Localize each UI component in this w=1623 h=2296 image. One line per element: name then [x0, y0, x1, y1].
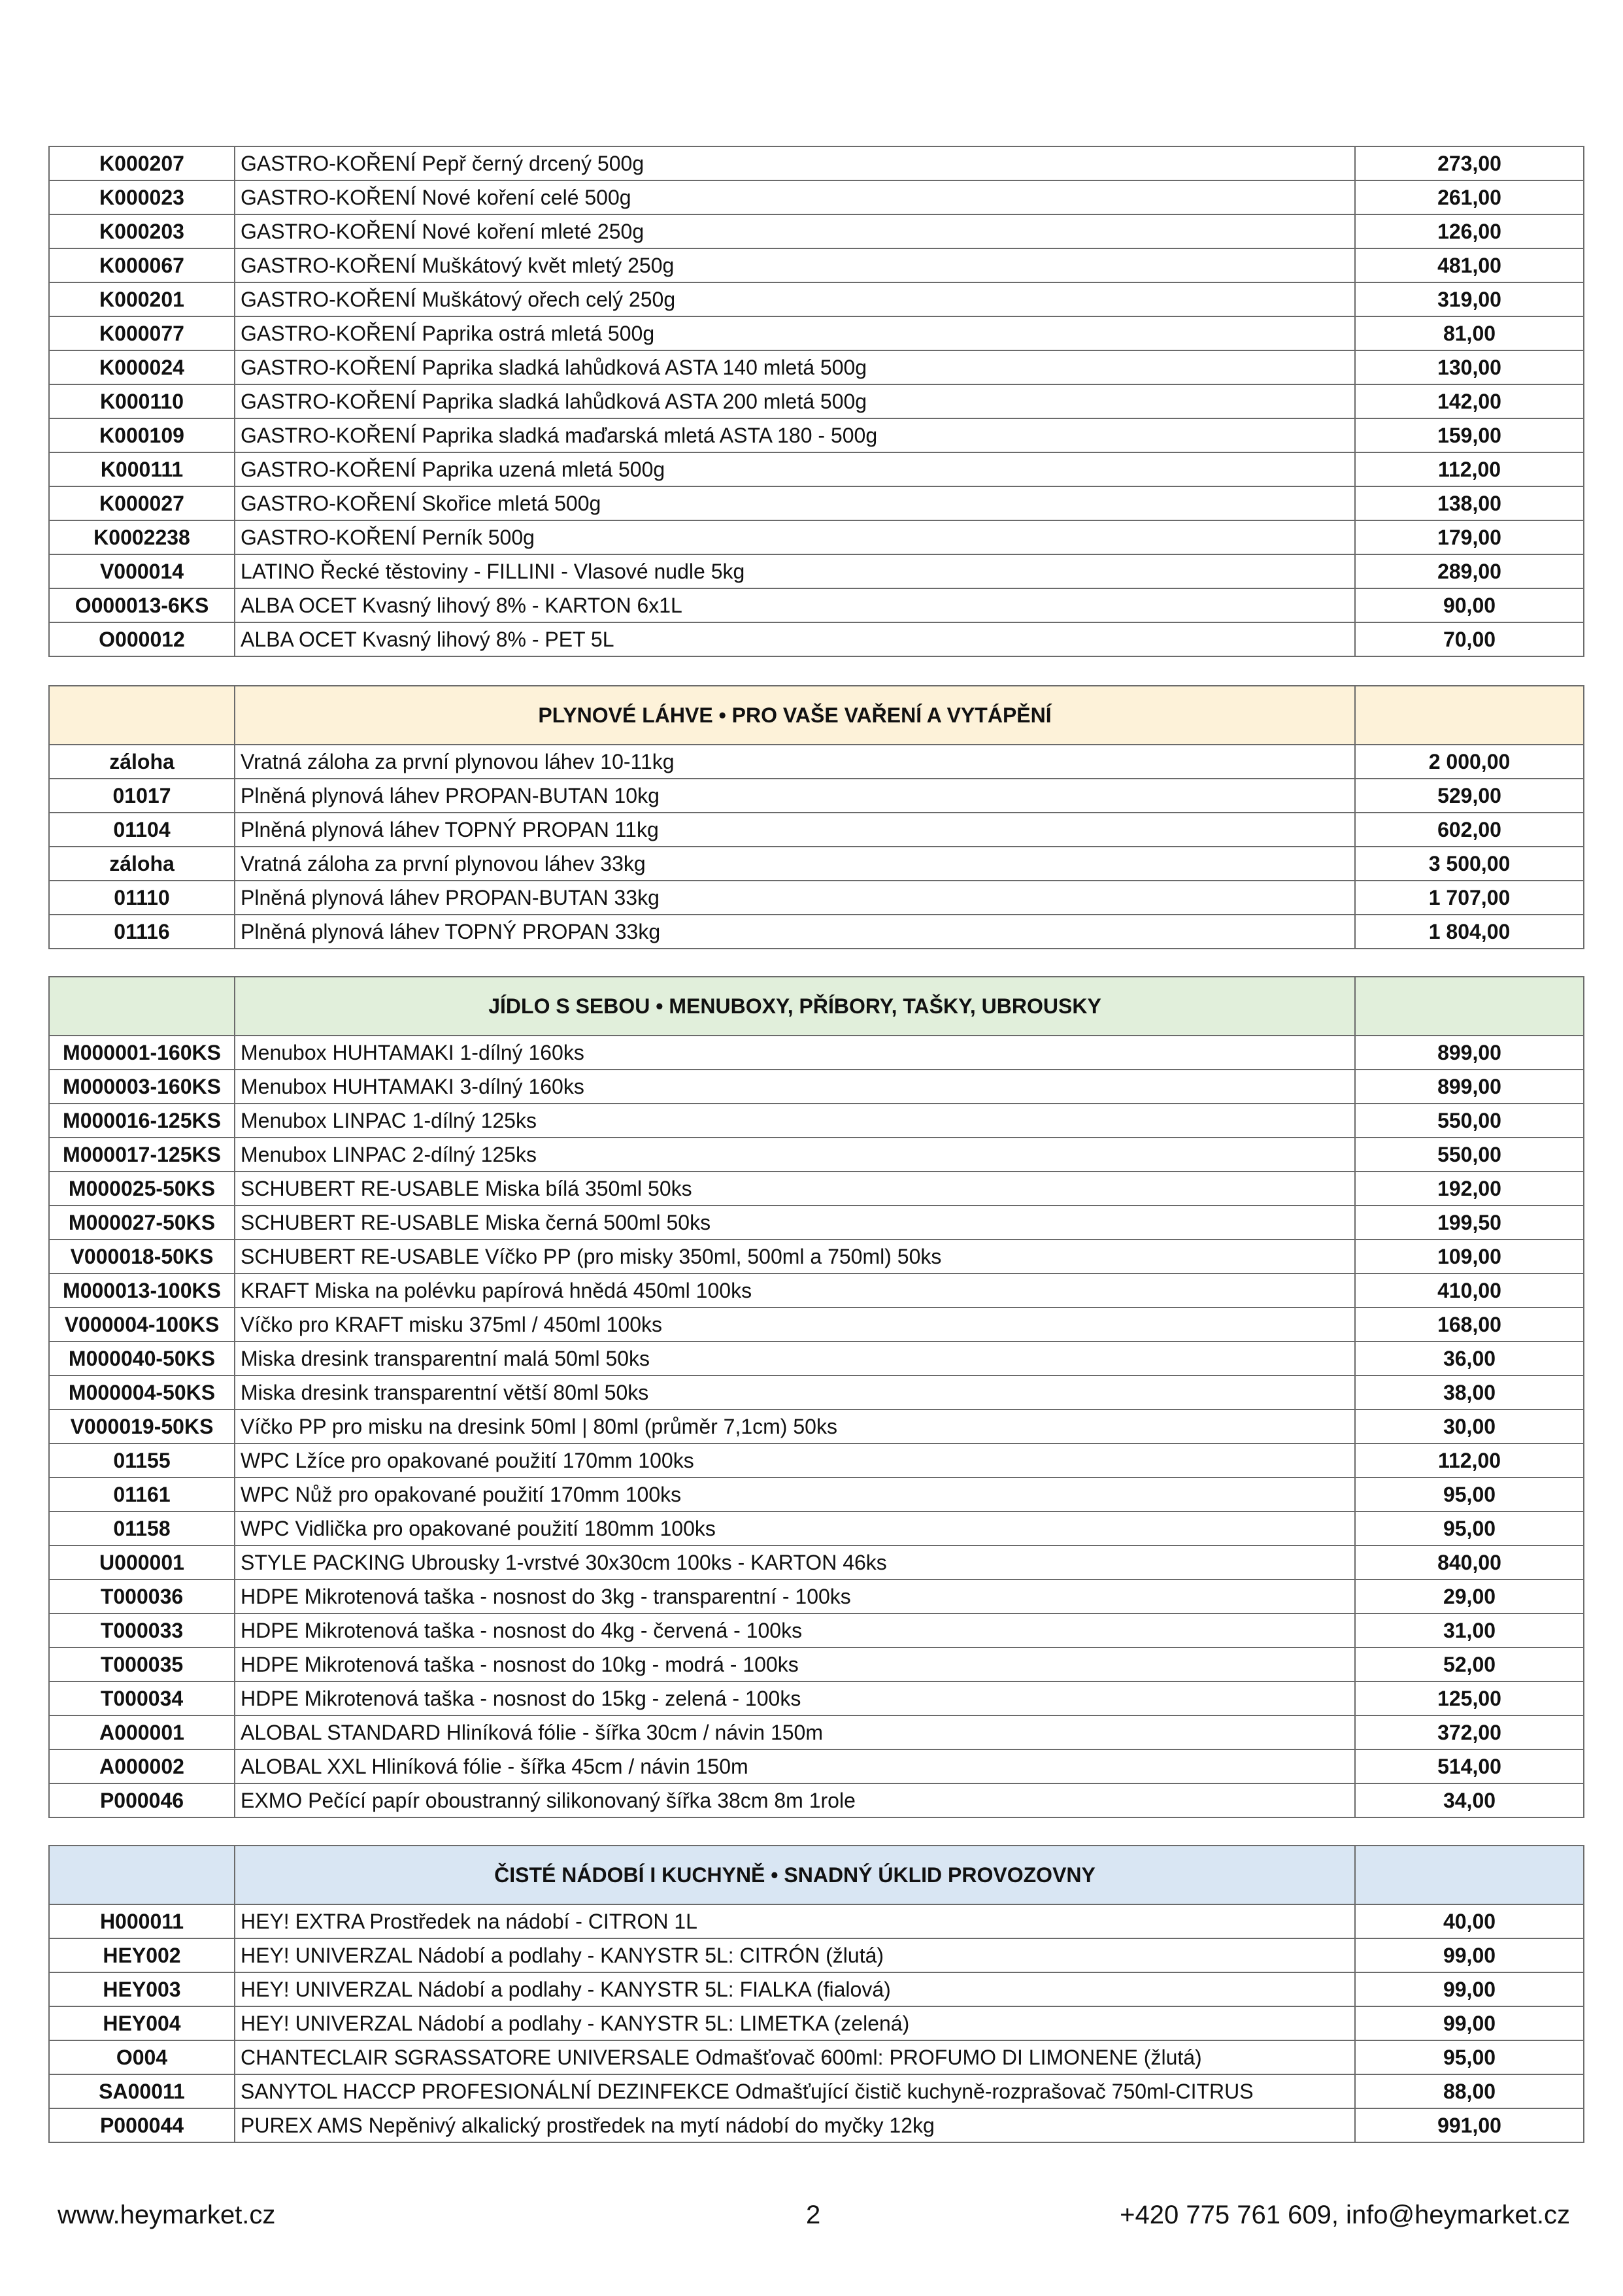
- product-code: 01158: [49, 1511, 235, 1545]
- product-code: P000044: [49, 2108, 235, 2142]
- product-price: 112,00: [1355, 452, 1584, 486]
- product-price: 840,00: [1355, 1545, 1584, 1579]
- footer-contact: +420 775 761 609, info@heymarket.cz: [1120, 2201, 1570, 2229]
- product-price: 529,00: [1355, 779, 1584, 813]
- product-name: GASTRO-KOŘENÍ Perník 500g: [235, 520, 1355, 554]
- table-row: [49, 1904, 1584, 1938]
- product-name: ALOBAL XXL Hliníková fólie - šířka 45cm / návin 150m: [235, 1749, 1355, 1783]
- product-code: T000034: [49, 1681, 235, 1715]
- product-price: 3 500,00: [1355, 847, 1584, 881]
- product-name: HEY! UNIVERZAL Nádobí a podlahy - KANYSTR 5L: LIMETKA (zelená): [235, 2006, 1355, 2040]
- product-name: GASTRO-KOŘENÍ Paprika sladká maďarská mletá ASTA 180 - 500g: [235, 418, 1355, 452]
- table-row: [49, 2108, 1584, 2142]
- product-name: Plněná plynová láhev TOPNÝ PROPAN 11kg: [235, 813, 1355, 847]
- product-name: Menubox HUHTAMAKI 3-dílný 160ks: [235, 1070, 1355, 1104]
- product-code: K0002238: [49, 520, 235, 554]
- header-empty-cell: [49, 1846, 235, 1904]
- product-name: GASTRO-KOŘENÍ Paprika sladká lahůdková ASTA 140 mletá 500g: [235, 350, 1355, 384]
- table-row: [49, 1376, 1584, 1410]
- product-name: WPC Lžíce pro opakované použití 170mm 100ks: [235, 1443, 1355, 1477]
- product-price: 81,00: [1355, 316, 1584, 350]
- product-code: O000013-6KS: [49, 588, 235, 622]
- product-price: 319,00: [1355, 282, 1584, 316]
- table-row: [49, 384, 1584, 418]
- product-code: O004: [49, 2040, 235, 2074]
- product-price: 550,00: [1355, 1104, 1584, 1138]
- product-code: K000207: [49, 146, 235, 180]
- table-row: [49, 1342, 1584, 1376]
- table-row: [49, 2006, 1584, 2040]
- product-price: 142,00: [1355, 384, 1584, 418]
- table-row: [49, 316, 1584, 350]
- product-code: M000013-100KS: [49, 1274, 235, 1308]
- product-code: K000023: [49, 180, 235, 214]
- header-empty-cell: [1355, 977, 1584, 1036]
- table-row: [49, 2040, 1584, 2074]
- product-code: M000003-160KS: [49, 1070, 235, 1104]
- table-row: [49, 146, 1584, 180]
- table-row: [49, 1783, 1584, 1817]
- product-price: 2 000,00: [1355, 745, 1584, 779]
- table-row: [49, 588, 1584, 622]
- product-price: 179,00: [1355, 520, 1584, 554]
- footer-page-number: 2: [806, 2201, 821, 2229]
- table-row: [49, 1410, 1584, 1443]
- product-code: M000004-50KS: [49, 1376, 235, 1410]
- product-code: HEY002: [49, 1938, 235, 1972]
- product-name: HDPE Mikrotenová taška - nosnost do 10kg - modrá - 100ks: [235, 1647, 1355, 1681]
- table-row: [49, 847, 1584, 881]
- product-code: M000027-50KS: [49, 1206, 235, 1240]
- product-price: 70,00: [1355, 622, 1584, 656]
- product-code: M000001-160KS: [49, 1036, 235, 1070]
- product-code: HEY004: [49, 2006, 235, 2040]
- product-code: O000012: [49, 622, 235, 656]
- product-price: 899,00: [1355, 1036, 1584, 1070]
- table-row: [49, 1308, 1584, 1342]
- product-name: Menubox HUHTAMAKI 1-dílný 160ks: [235, 1036, 1355, 1070]
- product-code: H000011: [49, 1904, 235, 1938]
- product-code: V000019-50KS: [49, 1410, 235, 1443]
- section-title: ČISTÉ NÁDOBÍ I KUCHYNĚ • SNADNÝ ÚKLID PROVOZOVNY: [235, 1846, 1355, 1904]
- product-price: 550,00: [1355, 1138, 1584, 1172]
- product-name: GASTRO-KOŘENÍ Paprika ostrá mletá 500g: [235, 316, 1355, 350]
- product-price: 192,00: [1355, 1172, 1584, 1206]
- table-row: [49, 1240, 1584, 1274]
- product-name: CHANTECLAIR SGRASSATORE UNIVERSALE Odmašťovač 600ml: PROFUMO DI LIMONENE (žlutá): [235, 2040, 1355, 2074]
- product-code: 01161: [49, 1477, 235, 1511]
- product-price: 95,00: [1355, 1477, 1584, 1511]
- table-row: [49, 745, 1584, 779]
- product-price: 1 804,00: [1355, 915, 1584, 949]
- product-code: K000067: [49, 248, 235, 282]
- product-code: 01104: [49, 813, 235, 847]
- product-name: ALBA OCET Kvasný lihový 8% - KARTON 6x1L: [235, 588, 1355, 622]
- table-row: [49, 622, 1584, 656]
- table-row: [49, 881, 1584, 915]
- table-row: [49, 486, 1584, 520]
- product-name: Vratná záloha za první plynovou láhev 10-11kg: [235, 745, 1355, 779]
- product-code: M000040-50KS: [49, 1342, 235, 1376]
- product-name: Plněná plynová láhev PROPAN-BUTAN 33kg: [235, 881, 1355, 915]
- table-row: [49, 1715, 1584, 1749]
- product-name: Menubox LINPAC 1-dílný 125ks: [235, 1104, 1355, 1138]
- product-code: SA00011: [49, 2074, 235, 2108]
- product-code: HEY003: [49, 1972, 235, 2006]
- section-header-row: [49, 977, 1584, 1036]
- product-name: Vratná záloha za první plynovou láhev 33kg: [235, 847, 1355, 881]
- table-row: [49, 1274, 1584, 1308]
- product-name: HDPE Mikrotenová taška - nosnost do 4kg - červená - 100ks: [235, 1613, 1355, 1647]
- section-title: JÍDLO S SEBOU • MENUBOXY, PŘÍBORY, TAŠKY, UBROUSKY: [235, 977, 1355, 1036]
- product-name: PUREX AMS Nepěnivý alkalický prostředek na mytí nádobí do myčky 12kg: [235, 2108, 1355, 2142]
- product-code: V000004-100KS: [49, 1308, 235, 1342]
- product-price: 159,00: [1355, 418, 1584, 452]
- product-code: U000001: [49, 1545, 235, 1579]
- product-price: 289,00: [1355, 554, 1584, 588]
- product-price: 29,00: [1355, 1579, 1584, 1613]
- table-row: [49, 1511, 1584, 1545]
- table-row: [49, 214, 1584, 248]
- price-table-takeaway: [48, 976, 1584, 1818]
- product-name: Miska dresink transparentní větší 80ml 50ks: [235, 1376, 1355, 1410]
- product-name: WPC Vidlička pro opakované použití 180mm 100ks: [235, 1511, 1355, 1545]
- table-row: [49, 1579, 1584, 1613]
- table-row: [49, 180, 1584, 214]
- product-price: 99,00: [1355, 1938, 1584, 1972]
- header-empty-cell: [1355, 686, 1584, 745]
- section-header-row: [49, 1846, 1584, 1904]
- product-name: GASTRO-KOŘENÍ Paprika uzená mletá 500g: [235, 452, 1355, 486]
- table-row: [49, 520, 1584, 554]
- product-name: Plněná plynová láhev PROPAN-BUTAN 10kg: [235, 779, 1355, 813]
- product-price: 138,00: [1355, 486, 1584, 520]
- product-price: 90,00: [1355, 588, 1584, 622]
- product-code: K000203: [49, 214, 235, 248]
- product-name: WPC Nůž pro opakované použití 170mm 100ks: [235, 1477, 1355, 1511]
- product-price: 991,00: [1355, 2108, 1584, 2142]
- product-name: HEY! UNIVERZAL Nádobí a podlahy - KANYSTR 5L: FIALKA (fialová): [235, 1972, 1355, 2006]
- price-table-gas-bottles: [48, 685, 1584, 949]
- product-code: V000018-50KS: [49, 1240, 235, 1274]
- product-code: 01116: [49, 915, 235, 949]
- table-row: [49, 1070, 1584, 1104]
- product-price: 199,50: [1355, 1206, 1584, 1240]
- product-price: 109,00: [1355, 1240, 1584, 1274]
- section-title: PLYNOVÉ LÁHVE • PRO VAŠE VAŘENÍ A VYTÁPĚNÍ: [235, 686, 1355, 745]
- product-price: 125,00: [1355, 1681, 1584, 1715]
- product-price: 34,00: [1355, 1783, 1584, 1817]
- table-row: [49, 350, 1584, 384]
- product-price: 38,00: [1355, 1376, 1584, 1410]
- product-price: 31,00: [1355, 1613, 1584, 1647]
- table-row: [49, 1443, 1584, 1477]
- product-code: K000110: [49, 384, 235, 418]
- table-row: [49, 1138, 1584, 1172]
- product-name: ALBA OCET Kvasný lihový 8% - PET 5L: [235, 622, 1355, 656]
- product-name: ALOBAL STANDARD Hliníková fólie - šířka 30cm / návin 150m: [235, 1715, 1355, 1749]
- product-name: SCHUBERT RE-USABLE Miska černá 500ml 50ks: [235, 1206, 1355, 1240]
- product-name: Menubox LINPAC 2-dílný 125ks: [235, 1138, 1355, 1172]
- header-empty-cell: [49, 977, 235, 1036]
- footer-website[interactable]: www.heymarket.cz: [58, 2201, 276, 2229]
- product-code: M000017-125KS: [49, 1138, 235, 1172]
- product-price: 52,00: [1355, 1647, 1584, 1681]
- product-name: GASTRO-KOŘENÍ Muškátový ořech celý 250g: [235, 282, 1355, 316]
- table-row: [49, 1681, 1584, 1715]
- product-price: 99,00: [1355, 2006, 1584, 2040]
- product-name: GASTRO-KOŘENÍ Skořice mletá 500g: [235, 486, 1355, 520]
- product-name: Víčko PP pro misku na dresink 50ml | 80ml (průměr 7,1cm) 50ks: [235, 1410, 1355, 1443]
- product-price: 410,00: [1355, 1274, 1584, 1308]
- product-price: 168,00: [1355, 1308, 1584, 1342]
- table-row: [49, 1647, 1584, 1681]
- table-row: [49, 1477, 1584, 1511]
- product-name: EXMO Pečící papír oboustranný silikonovaný šířka 38cm 8m 1role: [235, 1783, 1355, 1817]
- header-empty-cell: [49, 686, 235, 745]
- product-price: 112,00: [1355, 1443, 1584, 1477]
- table-row: [49, 1972, 1584, 2006]
- product-name: HDPE Mikrotenová taška - nosnost do 15kg - zelená - 100ks: [235, 1681, 1355, 1715]
- product-code: A000002: [49, 1749, 235, 1783]
- table-row: [49, 452, 1584, 486]
- product-code: T000036: [49, 1579, 235, 1613]
- table-row: [49, 2074, 1584, 2108]
- product-name: Plněná plynová láhev TOPNÝ PROPAN 33kg: [235, 915, 1355, 949]
- table-row: [49, 418, 1584, 452]
- product-name: Miska dresink transparentní malá 50ml 50ks: [235, 1342, 1355, 1376]
- product-price: 36,00: [1355, 1342, 1584, 1376]
- table-row: [49, 1206, 1584, 1240]
- product-name: HDPE Mikrotenová taška - nosnost do 3kg - transparentní - 100ks: [235, 1579, 1355, 1613]
- table-row: [49, 248, 1584, 282]
- table-row: [49, 1036, 1584, 1070]
- product-price: 261,00: [1355, 180, 1584, 214]
- price-table-spices: [48, 146, 1584, 657]
- product-code: K000027: [49, 486, 235, 520]
- table-row: [49, 915, 1584, 949]
- product-code: P000046: [49, 1783, 235, 1817]
- header-empty-cell: [1355, 1846, 1584, 1904]
- product-code: 01110: [49, 881, 235, 915]
- product-code: K000024: [49, 350, 235, 384]
- table-row: [49, 1172, 1584, 1206]
- product-name: Víčko pro KRAFT misku 375ml / 450ml 100ks: [235, 1308, 1355, 1342]
- table-row: [49, 282, 1584, 316]
- product-name: HEY! EXTRA Prostředek na nádobí - CITRON 1L: [235, 1904, 1355, 1938]
- product-price: 273,00: [1355, 146, 1584, 180]
- product-price: 40,00: [1355, 1904, 1584, 1938]
- product-code: M000016-125KS: [49, 1104, 235, 1138]
- product-price: 1 707,00: [1355, 881, 1584, 915]
- table-row: [49, 813, 1584, 847]
- product-code: T000033: [49, 1613, 235, 1647]
- table-row: [49, 1613, 1584, 1647]
- product-price: 372,00: [1355, 1715, 1584, 1749]
- product-price: 30,00: [1355, 1410, 1584, 1443]
- table-row: [49, 554, 1584, 588]
- product-price: 481,00: [1355, 248, 1584, 282]
- table-row: [49, 1938, 1584, 1972]
- table-row: [49, 1545, 1584, 1579]
- product-name: GASTRO-KOŘENÍ Paprika sladká lahůdková ASTA 200 mletá 500g: [235, 384, 1355, 418]
- product-name: KRAFT Miska na polévku papírová hnědá 450ml 100ks: [235, 1274, 1355, 1308]
- product-name: HEY! UNIVERZAL Nádobí a podlahy - KANYSTR 5L: CITRÓN (žlutá): [235, 1938, 1355, 1972]
- product-code: K000109: [49, 418, 235, 452]
- product-price: 514,00: [1355, 1749, 1584, 1783]
- price-table-cleaning: [48, 1845, 1584, 2143]
- product-code: A000001: [49, 1715, 235, 1749]
- product-code: 01017: [49, 779, 235, 813]
- product-code: K000201: [49, 282, 235, 316]
- product-code: záloha: [49, 745, 235, 779]
- section-header-row: [49, 686, 1584, 745]
- table-row: [49, 779, 1584, 813]
- table-row: [49, 1104, 1584, 1138]
- product-price: 602,00: [1355, 813, 1584, 847]
- product-code: T000035: [49, 1647, 235, 1681]
- product-name: GASTRO-KOŘENÍ Pepř černý drcený 500g: [235, 146, 1355, 180]
- product-name: SCHUBERT RE-USABLE Miska bílá 350ml 50ks: [235, 1172, 1355, 1206]
- table-row: [49, 1749, 1584, 1783]
- product-price: 126,00: [1355, 214, 1584, 248]
- product-name: SCHUBERT RE-USABLE Víčko PP (pro misky 350ml, 500ml a 750ml) 50ks: [235, 1240, 1355, 1274]
- product-price: 95,00: [1355, 1511, 1584, 1545]
- product-price: 95,00: [1355, 2040, 1584, 2074]
- product-name: STYLE PACKING Ubrousky 1-vrstvé 30x30cm 100ks - KARTON 46ks: [235, 1545, 1355, 1579]
- product-price: 130,00: [1355, 350, 1584, 384]
- product-code: záloha: [49, 847, 235, 881]
- product-price: 88,00: [1355, 2074, 1584, 2108]
- product-code: K000111: [49, 452, 235, 486]
- product-price: 99,00: [1355, 1972, 1584, 2006]
- product-code: V000014: [49, 554, 235, 588]
- product-name: GASTRO-KOŘENÍ Nové koření celé 500g: [235, 180, 1355, 214]
- product-name: GASTRO-KOŘENÍ Muškátový květ mletý 250g: [235, 248, 1355, 282]
- product-code: 01155: [49, 1443, 235, 1477]
- product-code: M000025-50KS: [49, 1172, 235, 1206]
- product-name: SANYTOL HACCP PROFESIONÁLNÍ DEZINFEKCE Odmašťující čistič kuchyně-rozprašovač 750ml-CITRUS: [235, 2074, 1355, 2108]
- product-price: 899,00: [1355, 1070, 1584, 1104]
- product-name: GASTRO-KOŘENÍ Nové koření mleté 250g: [235, 214, 1355, 248]
- product-code: K000077: [49, 316, 235, 350]
- product-name: LATINO Řecké těstoviny - FILLINI - Vlasové nudle 5kg: [235, 554, 1355, 588]
